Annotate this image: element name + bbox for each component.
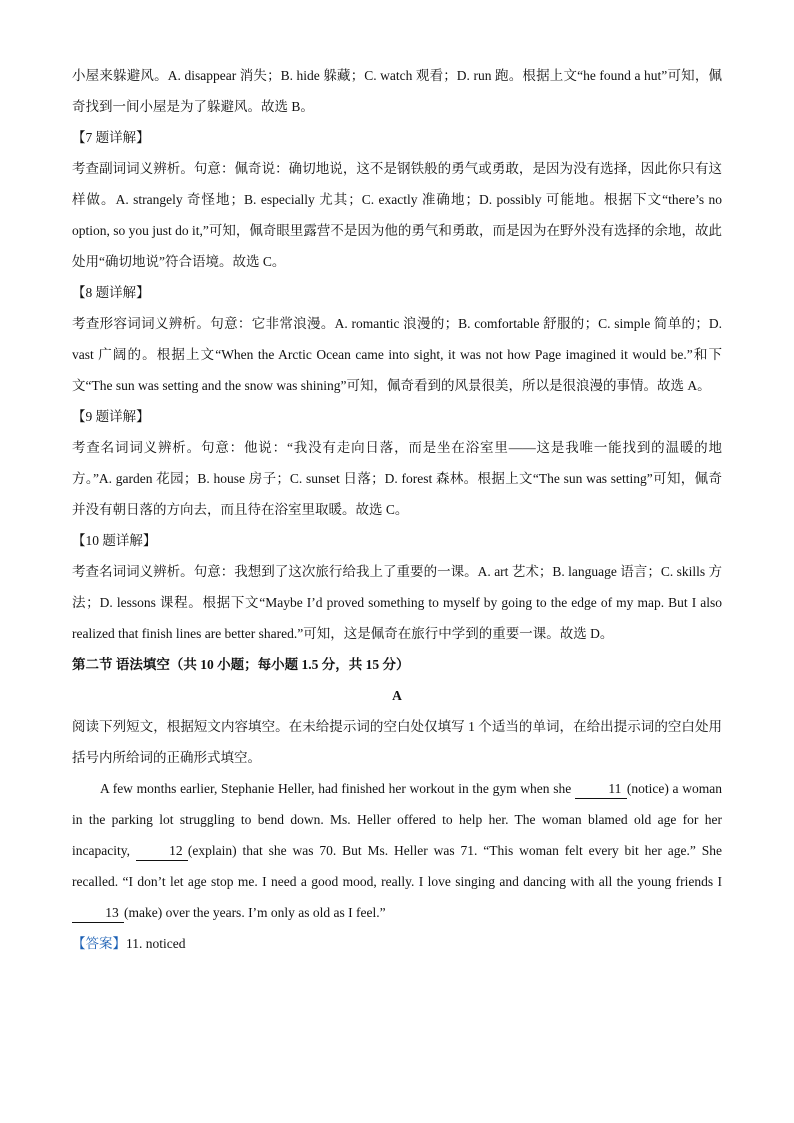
paragraph: 考查名词词义辨析。句意：我想到了这次旅行给我上了重要的一课。A. art 艺术；B. language 语言；C. skills 方法；D. lessons 课程。根据下文“Maybe I’d proved something to myself by going to the edge of my map. But I also realized that finish lines are better shared.”可知，这是佩奇在旅行中学到的重要一课。故选 D。: [72, 564, 722, 641]
section-heading-q10: 【10 题详解】: [72, 533, 157, 548]
passage-paragraph: [72, 773, 722, 928]
answer-tag: 【答案】: [72, 936, 126, 951]
paragraph: 考查名词词义辨析。句意：他说：“我没有走向日落，而是坐在浴室里——这是我唯一能找到的温暖的地方。”A. garden 花园；B. house 房子；C. sunset 日落；D. forest 森林。根据上文“The sun was setting”可知，佩奇并没有朝日落的方向去，而且待在浴室里取暖。故选 C。: [72, 440, 722, 517]
document-page: [72, 60, 722, 959]
passage-text: (make) over the years. I’m only as old as I feel.”: [124, 905, 386, 920]
paragraph: 考查形容词词义辨析。句意：它非常浪漫。A. romantic 浪漫的；B. comfortable 舒服的；C. simple 简单的；D. vast 广阔的。根据上文“When the Arctic Ocean came into sight, it was not how Page imagined it would be.”和下文“The sun was setting and the snow was shining”可知，佩奇看到的风景很美，所以是很浪漫的事情。故选 A。: [72, 316, 722, 393]
section-heading-q8: 【8 题详解】: [72, 285, 150, 300]
section-heading-q9: 【9 题详解】: [72, 409, 150, 424]
section-title: 第二节 语法填空（共 10 小题；每小题 1.5 分，共 15 分）: [72, 657, 410, 672]
instructions: 阅读下列短文，根据短文内容填空。在未给提示词的空白处仅填写 1 个适当的单词，在给出提示词的空白处用括号内所给词的正确形式填空。: [72, 719, 722, 765]
passage-text: (explain) that she was 70. But Ms. Heller was 71. “This woman felt every bit her age.” She recalled. “I don’t let age stop me. I need a good mood, really. I love singing and dancing with all the young friends I: [72, 843, 722, 889]
blank-13: 13: [72, 904, 124, 923]
passage-text: (notice) a woman in the parking lot struggling to bend down. Ms. Heller offered to help her. The woman blamed old age for her incapacity,: [72, 781, 722, 858]
answer-line: [72, 928, 722, 959]
passage-text: A few months earlier, Stephanie Heller, had finished her workout in the gym when she: [100, 781, 575, 796]
blank-12: 12: [136, 842, 188, 861]
passage-label: A: [392, 688, 402, 703]
paragraph: 考查副词词义辨析。句意：佩奇说：确切地说，这不是钢铁般的勇气或勇敢，是因为没有选择，因此你只有这样做。A. strangely 奇怪地；B. especially 尤其；C. exactly 准确地；D. possibly 可能地。根据下文“there’s no option, so you just do it,”可知，佩奇眼里露营不是因为他的勇气和勇敢，而是因为在野外没有选择的余地，故此处用“确切地说”符合语境。故选 C。: [72, 161, 722, 269]
section-heading-q7: 【7 题详解】: [72, 130, 150, 145]
paragraph: 小屋来躲避风。A. disappear 消失；B. hide 躲藏；C. watch 观看；D. run 跑。根据上文“he found a hut”可知，佩奇找到一间小屋是为了躲避风。故选 B。: [72, 68, 722, 114]
answer-text: 11. noticed: [126, 936, 186, 951]
blank-11: 11: [575, 780, 627, 799]
